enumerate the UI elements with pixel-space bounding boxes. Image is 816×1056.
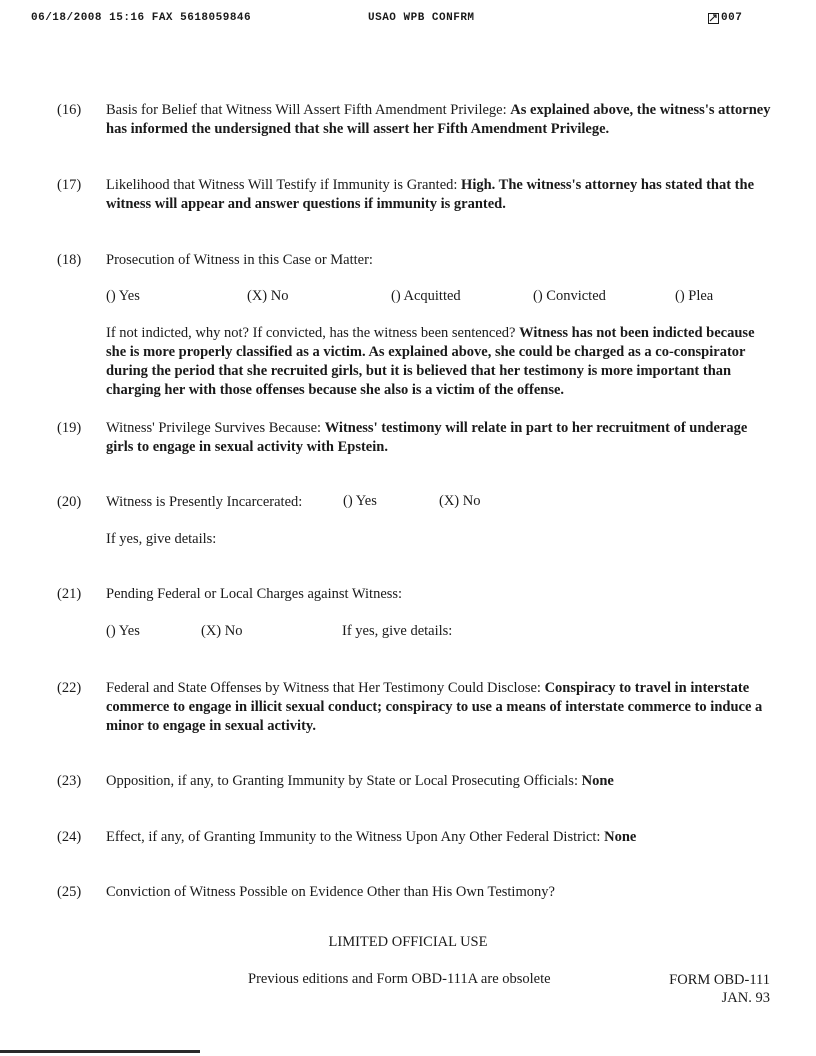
fax-page-number: 007 xyxy=(721,12,743,24)
item-20 xyxy=(57,493,772,512)
item-19 xyxy=(57,419,772,457)
option-yes: () Yes xyxy=(343,493,377,509)
form-identifier xyxy=(640,971,770,1007)
item-answer: Witness' testimony will relate in part to her recruitment of underage girls to engage in sexual activity with Epstein. xyxy=(106,420,748,455)
item-label: Basis for Belief that Witness Will Assert Fifth Amendment Privilege: xyxy=(106,102,507,118)
fax-page-indicator xyxy=(708,12,742,24)
option-no: (X) No xyxy=(439,493,481,509)
option-no: (X) No xyxy=(247,288,289,304)
item-17 xyxy=(57,176,772,214)
item-label: Conviction of Witness Possible on Evidence Other than His Own Testimony? xyxy=(106,884,555,900)
item-label: Effect, if any, of Granting Immunity to the Witness Upon Any Other Federal District: xyxy=(106,829,601,845)
fax-page-icon xyxy=(708,13,719,24)
item-22 xyxy=(57,679,772,736)
option-no: (X) No xyxy=(201,623,243,639)
item-answer: High. The witness's attorney has stated that the witness will appear and answer questions if immunity is granted. xyxy=(106,177,755,212)
form-id: FORM OBD-111 xyxy=(669,972,770,988)
item-number: (16) xyxy=(57,102,82,118)
item-label: Likelihood that Witness Will Testify if Immunity is Granted: xyxy=(106,177,458,193)
form-date: JAN. 93 xyxy=(721,990,770,1006)
item-number: (22) xyxy=(57,680,82,696)
option-convicted: () Convicted xyxy=(533,288,606,304)
item-18-explanation xyxy=(57,324,772,400)
item-answer: None xyxy=(581,773,614,789)
item-23 xyxy=(57,772,772,791)
option-plea: () Plea xyxy=(675,288,714,304)
classification-label: LIMITED OFFICIAL USE xyxy=(328,934,488,950)
fax-datetime: 06/18/2008 15:16 FAX 5618059846 xyxy=(31,12,252,24)
item-18-answer: Witness has not been indicted because she is more properly classified as a victim. As explained above, she could be charged as a co-conspirator during the period that she recruited girls, but it is believed that her testimony is more important than charging her with those offenses because she also is a victim of the offense. xyxy=(106,325,755,398)
item-number: (18) xyxy=(57,252,82,268)
item-21 xyxy=(57,585,772,604)
item-answer: Conspiracy to travel in interstate commerce to engage in illicit sexual conduct; conspiracy to use a means of interstate commerce to induce a minor to engage in sexual activity. xyxy=(106,680,763,734)
item-number: (24) xyxy=(57,829,82,845)
item-label: Opposition, if any, to Granting Immunity by State or Local Prosecuting Officials: xyxy=(106,773,578,789)
item-number: (20) xyxy=(57,494,82,510)
item-label: Prosecution of Witness in this Case or Matter: xyxy=(106,252,373,268)
option-yes: () Yes xyxy=(106,288,140,304)
item-label: Pending Federal or Local Charges against Witness: xyxy=(106,586,403,602)
item-18 xyxy=(57,251,772,270)
item-24 xyxy=(57,828,772,847)
obsolete-note: Previous editions and Form OBD-111A are obsolete xyxy=(248,971,551,987)
details-prompt: If yes, give details: xyxy=(342,623,453,639)
item-18-question: If not indicted, why not? If convicted, has the witness been sentenced? xyxy=(106,325,516,341)
item-label: Witness' Privilege Survives Because: xyxy=(106,420,322,436)
item-answer: As explained above, the witness's attorney has informed the undersigned that she will assert her Fifth Amendment Privilege. xyxy=(106,102,771,137)
option-yes: () Yes xyxy=(106,623,140,639)
fax-office: USAO WPB CONFRM xyxy=(368,12,475,24)
item-number: (23) xyxy=(57,773,82,789)
details-prompt: If yes, give details: xyxy=(106,531,217,547)
item-number: (21) xyxy=(57,586,82,602)
item-number: (25) xyxy=(57,884,82,900)
item-label: Federal and State Offenses by Witness that Her Testimony Could Disclose: xyxy=(106,680,541,696)
item-number: (17) xyxy=(57,177,82,193)
item-number: (19) xyxy=(57,420,82,436)
scan-edge-line xyxy=(0,1050,200,1053)
item-label: Witness is Presently Incarcerated: xyxy=(106,494,303,510)
item-16 xyxy=(57,101,772,139)
item-25 xyxy=(57,883,772,902)
item-answer: None xyxy=(604,829,637,845)
option-acquitted: () Acquitted xyxy=(391,288,461,304)
